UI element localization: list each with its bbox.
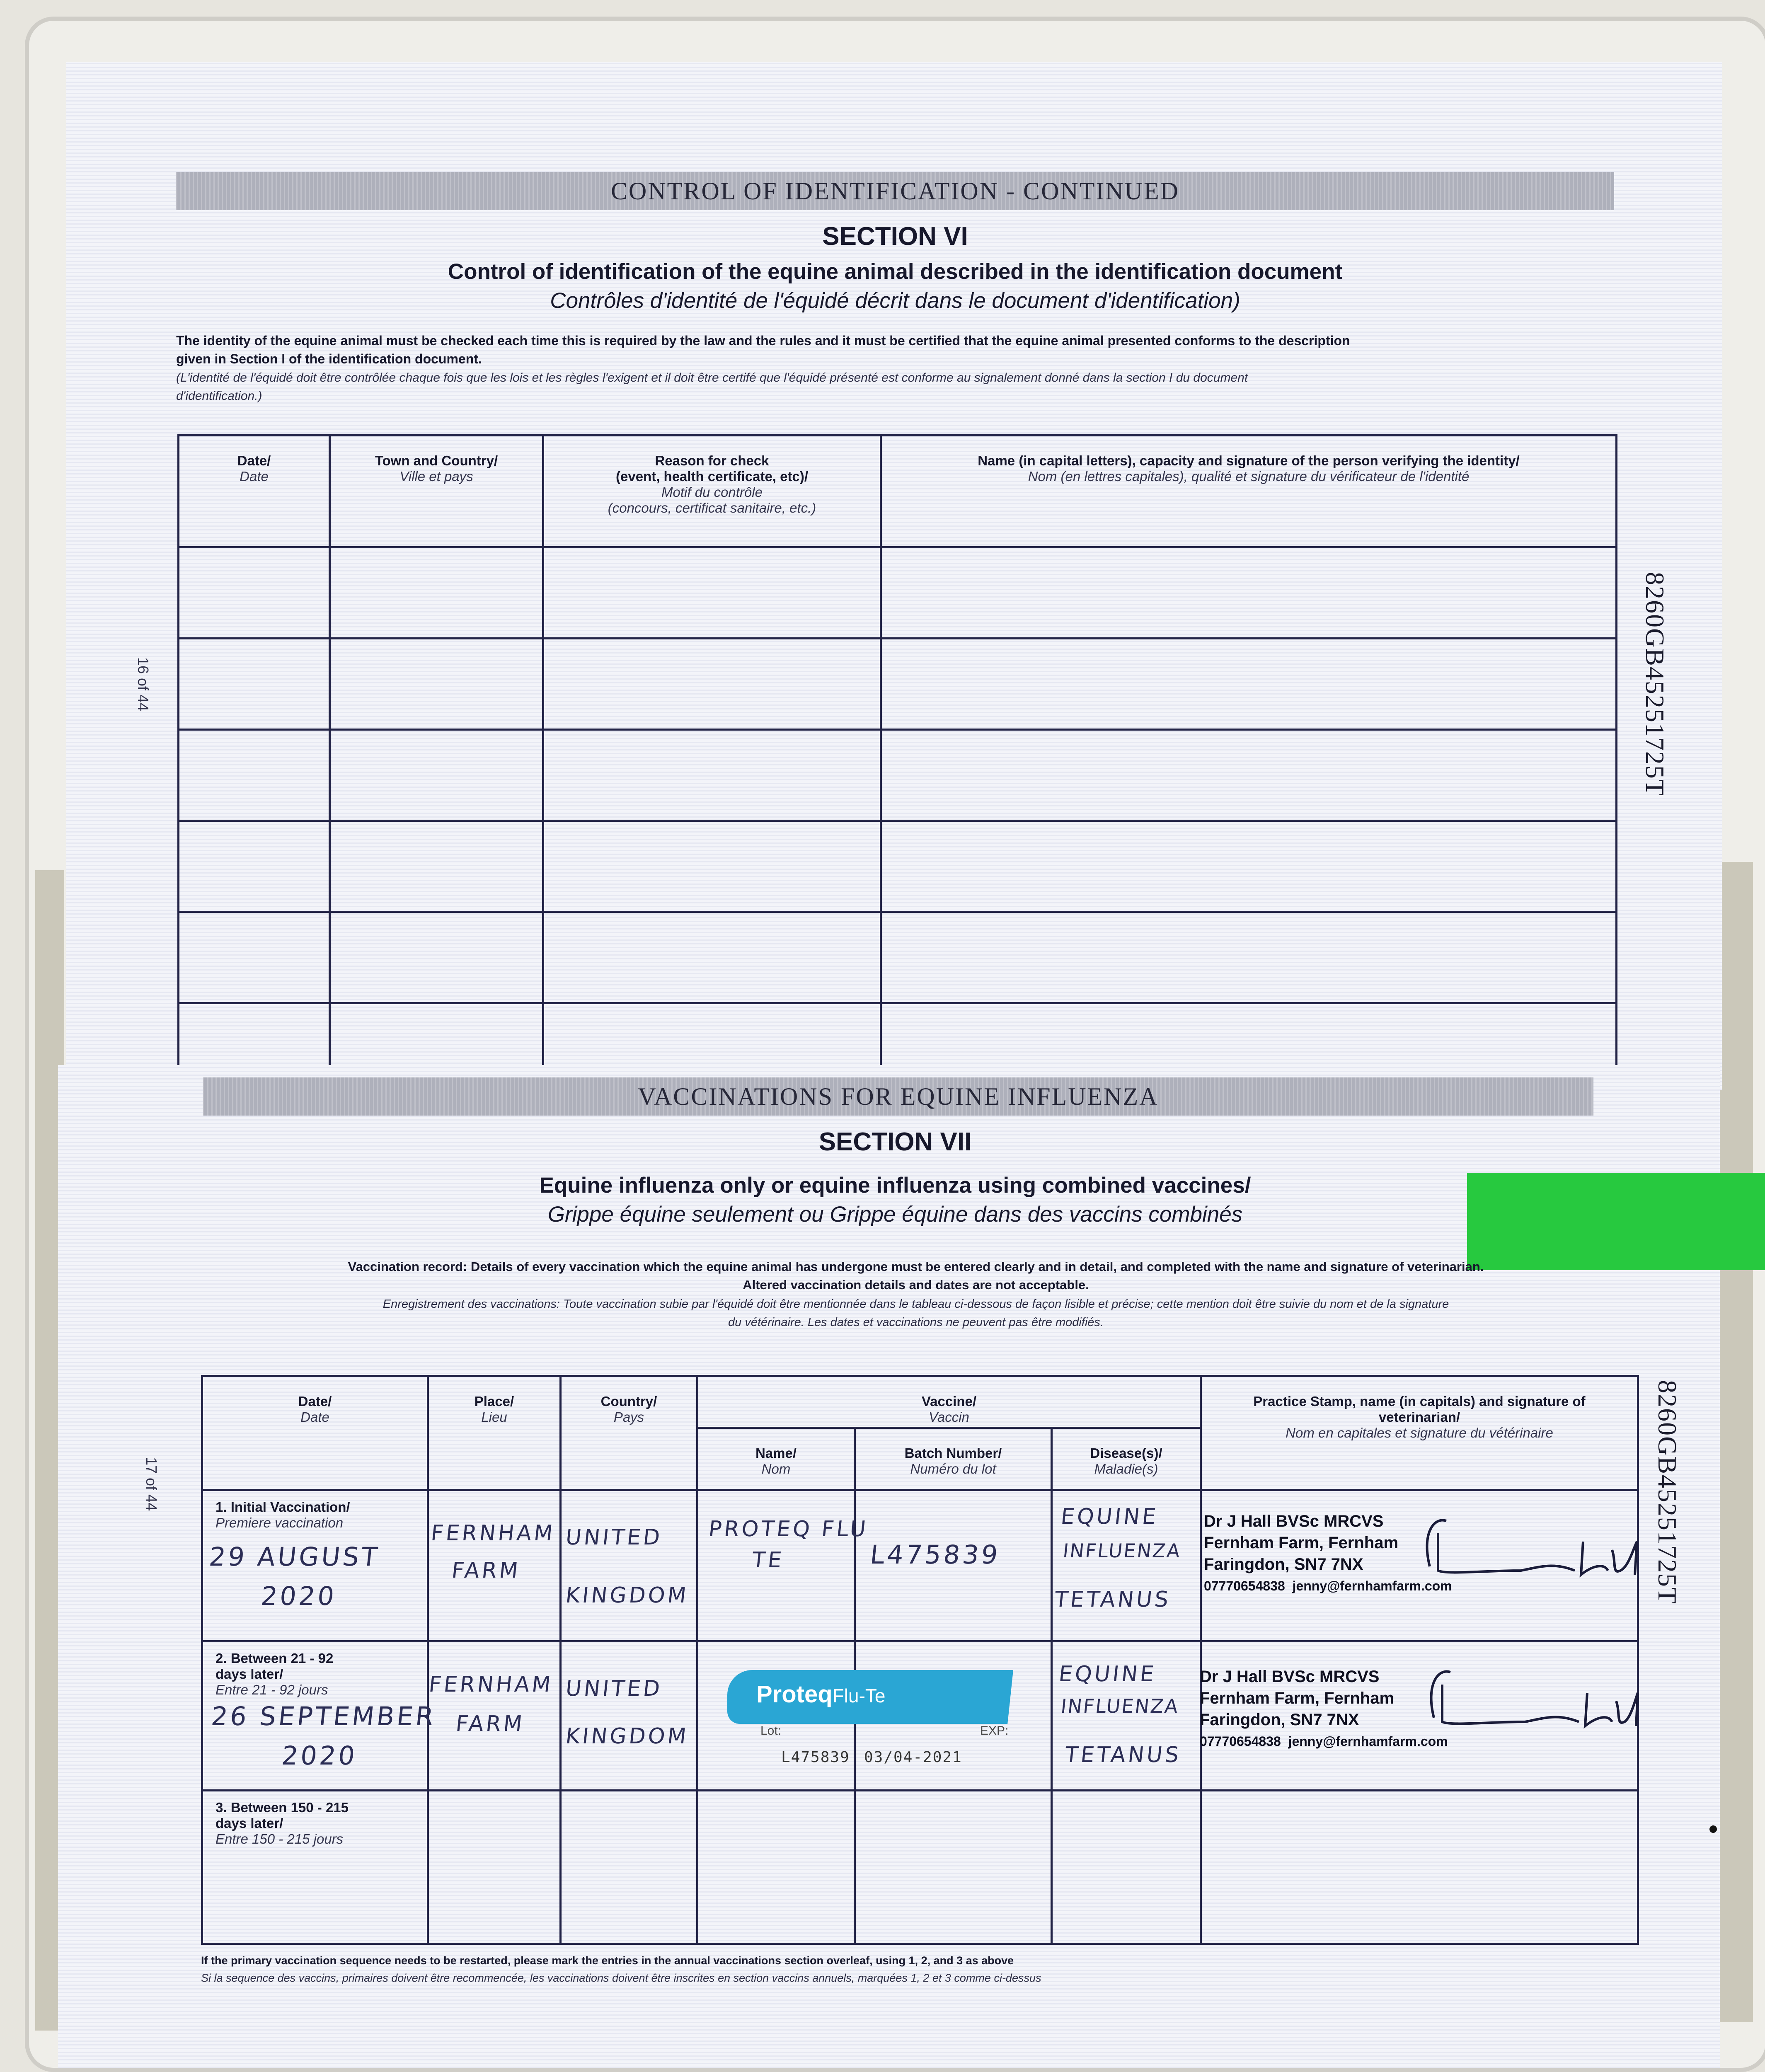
vet-phone: 07770654838 (1200, 1734, 1281, 1749)
serial-number-bottom: 8260GB45251725T (1653, 1380, 1682, 1605)
table-row (179, 912, 1617, 1003)
note-en-line-2: Altered vaccination details and dates are not acceptable. (743, 1278, 1089, 1292)
cell-verifier[interactable] (881, 821, 1617, 912)
cell-verifier[interactable] (881, 730, 1617, 821)
identity-check-header-row (179, 436, 1617, 547)
header-town-country: Town and Country/ Ville et pays (330, 436, 543, 547)
row-1-vaccine-line-1: PROTEQ FLU (707, 1517, 870, 1542)
row-1-country[interactable] (561, 1490, 697, 1641)
row-2-country-line-1: UNITED (564, 1676, 664, 1701)
header-batch-number: Batch Number/ Numéro du lot (855, 1428, 1052, 1490)
serial-number-top: 8260GB45251725T (1640, 572, 1670, 796)
section-vii-band (203, 1077, 1593, 1116)
section-vii-note-fr (199, 1295, 1633, 1331)
vaccination-header-row (202, 1376, 1638, 1428)
row-2-disease-line-1: EQUINE (1057, 1662, 1158, 1687)
row-1-label: 1. Initial Vaccination/ Premiere vaccination (202, 1490, 428, 1641)
row-2-country-line-2: KINGDOM (564, 1724, 690, 1749)
cell-date[interactable] (179, 639, 330, 730)
section-vi-title: Control of identification of the equine animal described in the identification document (448, 259, 1343, 284)
row-3-place[interactable] (428, 1791, 561, 1944)
vaccination-row-3 (202, 1791, 1638, 1944)
note-fr-line-2: d'identification.) (176, 389, 262, 403)
cell-verifier[interactable] (881, 639, 1617, 730)
row-2-label: 2. Between 21 - 92 days later/ Entre 21 - 92 jours (202, 1641, 428, 1791)
footer-note-fr: Si la sequence des vaccins, primaires doivent être recommencée, les vaccinations doivent être inscrites en section vaccins annuels, marquées 1, 2 et 3 comme ci-dessus (201, 1972, 1041, 1984)
row-1-batch-number: L475839 (869, 1539, 1002, 1570)
row-2-date-line-2: 2020 (280, 1740, 359, 1771)
cell-town[interactable] (330, 730, 543, 821)
header-vaccine: Vaccine/ Vaccin (697, 1376, 1201, 1428)
row-1-disease-line-1: EQUINE (1059, 1504, 1160, 1529)
section-vii-band-title: VACCINATIONS FOR EQUINE INFLUENZA (638, 1082, 1159, 1110)
note-en-line-1: Vaccination record: Details of every vaccination which the equine animal has undergone must be entered clearly and in detail, and completed with the name and signature of veterinarian. (348, 1259, 1484, 1274)
footer-note-en: If the primary vaccination sequence needs to be restarted, please mark the entries in the annual vaccinations section overleaf, using 1, 2, and 3 as above (201, 1954, 1014, 1967)
header-date: Date/ Date (179, 436, 330, 547)
vet-stamp-contact (1204, 1575, 1452, 1597)
vet-email: jenny@fernhamfarm.com (1292, 1578, 1452, 1593)
row-1-date-line-2: 2020 (259, 1581, 338, 1611)
row-2-disease-line-3: TETANUS (1063, 1743, 1183, 1767)
row-1-place-line-2: FARM (450, 1558, 522, 1583)
identity-check-table (177, 434, 1617, 1087)
cell-date[interactable] (179, 912, 330, 1003)
sticker-expiry-date: 03/04-2021 (864, 1749, 962, 1766)
row-1-vaccine-line-2: TE (751, 1548, 785, 1573)
row-2-place-line-1: FERNHAM (427, 1672, 554, 1697)
section-vi-subtitle: Contrôles d'identité de l'équidé décrit dans le document d'identification) (550, 288, 1240, 313)
cell-town[interactable] (330, 821, 543, 912)
table-row (179, 730, 1617, 821)
note-fr-line-1: Enregistrement des vaccinations: Toute vaccination subie par l'équidé doit être mentionnée dans le tableau ci-dessous de façon lisible et précise; cette mention doit être suivie du nom et de la signature (383, 1297, 1449, 1311)
sticker-lot-number: L475839 (781, 1749, 850, 1766)
row-2-place-line-2: FARM (454, 1711, 526, 1736)
section-vi-band (176, 172, 1614, 210)
row-2-country[interactable] (561, 1641, 697, 1791)
row-3-stamp[interactable] (1201, 1791, 1638, 1944)
cell-reason[interactable] (543, 639, 881, 730)
section-vi-note-en (176, 332, 1627, 368)
row-1-country-line-2: KINGDOM (564, 1583, 690, 1608)
section-vii-heading: SECTION VII (818, 1128, 972, 1156)
row-2-date-line-1: 26 SEPTEMBER (210, 1701, 438, 1731)
row-1-date-line-1: 29 AUGUST (208, 1542, 381, 1572)
cell-town[interactable] (330, 547, 543, 639)
row-1-vet-signature (1417, 1508, 1641, 1591)
vet-stamp-line-3: Faringdon, SN7 7NX (1200, 1711, 1359, 1729)
cell-date[interactable] (179, 730, 330, 821)
row-1-country-line-1: UNITED (564, 1525, 664, 1550)
row-3-label: 3. Between 150 - 215 days later/ Entre 150 - 215 jours (202, 1791, 428, 1944)
header-diseases: Disease(s)/ Maladie(s) (1052, 1428, 1201, 1490)
vet-stamp-contact (1200, 1731, 1448, 1752)
header-date: Date/ Date (202, 1376, 428, 1490)
cell-reason[interactable] (543, 547, 881, 639)
cell-town[interactable] (330, 639, 543, 730)
section-vii-subtitle: Grippe équine seulement ou Grippe équine dans des vaccins combinés (547, 1202, 1243, 1227)
header-place: Place/ Lieu (428, 1376, 561, 1490)
note-en-line-1: The identity of the equine animal must be checked each time this is required by the law and the rules and it must be certified that the equine animal presented conforms to the description (176, 333, 1350, 348)
row-1-vet-stamp (1204, 1510, 1452, 1597)
vet-stamp-line-1: Dr J Hall BVSc MRCVS (1204, 1512, 1384, 1530)
section-vi-heading: SECTION VI (822, 222, 968, 251)
cell-date[interactable] (179, 547, 330, 639)
section-vii-note-en (207, 1258, 1625, 1294)
section-vi-note-fr (176, 369, 1627, 405)
sticker-exp-label: EXP: (980, 1724, 1009, 1738)
header-country: Country/ Pays (561, 1376, 697, 1490)
vet-stamp-line-2: Fernham Farm, Fernham (1200, 1689, 1395, 1707)
cell-reason[interactable] (543, 730, 881, 821)
sticker-brand: ProteqFlu-Te (756, 1681, 886, 1708)
row-3-batch[interactable] (855, 1791, 1052, 1944)
row-3-diseases[interactable] (1052, 1791, 1201, 1944)
sticker-lot-label: Lot: (760, 1724, 782, 1738)
cell-verifier[interactable] (881, 547, 1617, 639)
cell-date[interactable] (179, 821, 330, 912)
row-2-vet-signature (1417, 1660, 1641, 1743)
row-2-disease-line-2: INFLUENZA (1060, 1695, 1180, 1717)
green-sticky-tab (1467, 1173, 1765, 1270)
row-1-place-line-1: FERNHAM (429, 1521, 557, 1546)
vaccine-batch-sticker (727, 1670, 1013, 1778)
cell-town[interactable] (330, 912, 543, 1003)
ink-dot (1709, 1825, 1717, 1833)
row-3-vaccine-name[interactable] (697, 1791, 855, 1944)
vet-stamp-line-3: Faringdon, SN7 7NX (1204, 1555, 1363, 1573)
header-reason: Reason for check (event, health certificate, etc)/ Motif du contrôle (concours, certificat sanitaire, etc.) (543, 436, 881, 547)
table-row (179, 639, 1617, 730)
note-fr-line-2: du vétérinaire. Les dates et vaccinations ne peuvent pas être modifiés. (728, 1316, 1104, 1329)
section-vi-band-title: CONTROL OF IDENTIFICATION - CONTINUED (611, 177, 1179, 205)
row-2-vet-stamp (1200, 1666, 1448, 1752)
section-vii-title: Equine influenza only or equine influenza using combined vaccines/ (539, 1173, 1251, 1198)
table-row (179, 821, 1617, 912)
header-practice-stamp: Practice Stamp, name (in capitals) and signature of veterinarian/ Nom en capitales et signature du vétérinaire (1201, 1376, 1638, 1490)
page-number-17: 17 of 44 (143, 1457, 160, 1511)
vet-stamp-line-2: Fernham Farm, Fernham (1204, 1534, 1399, 1552)
row-3-country[interactable] (561, 1791, 697, 1944)
header-verifier: Name (in capital letters), capacity and signature of the person verifying the identity/ Nom (en lettres capitales), qualité et signature du vérificateur de l'identité (881, 436, 1617, 547)
cell-reason[interactable] (543, 912, 881, 1003)
row-1-disease-line-3: TETANUS (1053, 1587, 1172, 1612)
header-vaccine-name: Name/ Nom (697, 1428, 855, 1490)
vet-stamp-line-1: Dr J Hall BVSc MRCVS (1200, 1668, 1380, 1686)
vet-phone: 07770654838 (1204, 1578, 1285, 1593)
page-number-16: 16 of 44 (135, 657, 152, 712)
vet-email: jenny@fernhamfarm.com (1288, 1734, 1448, 1749)
cell-reason[interactable] (543, 821, 881, 912)
note-fr-line-1: (L'identité de l'équidé doit être contrôlée chaque fois que les lois et les règles l'exigent et il doit être certifé que l'équidé présenté est conforme au signalement donné dans la section I du document (176, 371, 1248, 385)
table-row (179, 547, 1617, 639)
cell-verifier[interactable] (881, 912, 1617, 1003)
row-1-disease-line-2: INFLUENZA (1062, 1539, 1182, 1562)
note-en-line-2: given in Section I of the identification document. (176, 351, 482, 366)
